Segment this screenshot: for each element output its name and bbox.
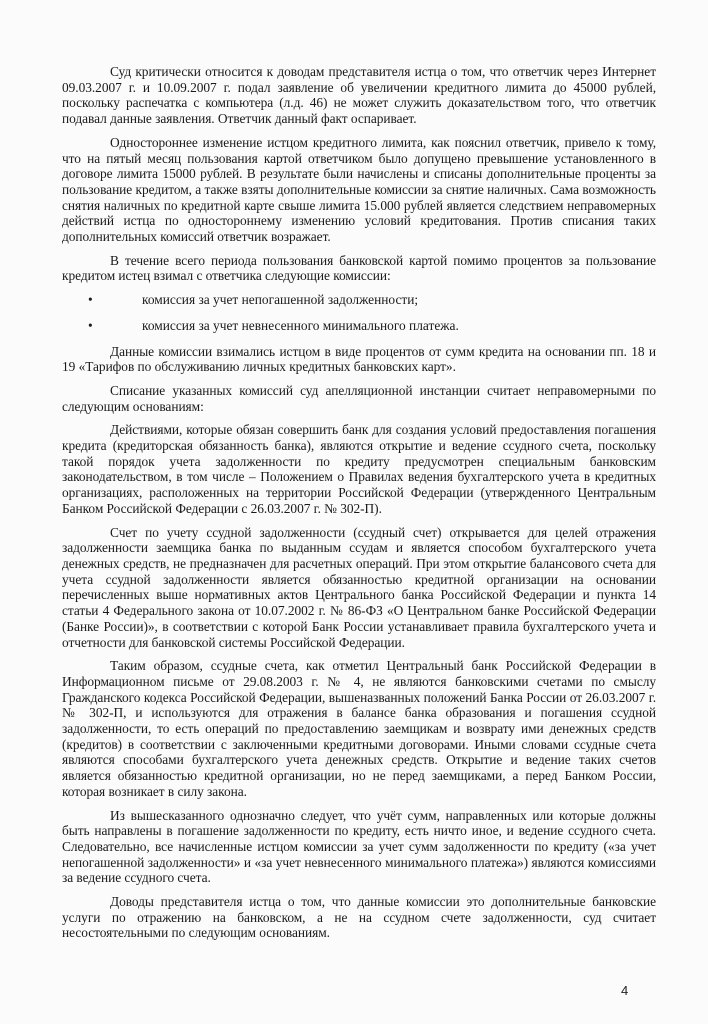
bullet-icon: •: [88, 292, 93, 308]
paragraph: Суд критически относится к доводам представителя истца о том, что ответчик через Интернет 09.03.2007 г. и 10.09.2007 г. подал заявление об увеличении кредитного лимита до 45000 рублей, поскольку распечатка с компьютера (л.д. 46) не может служить доказательством того, что ответчик подавал данные заявления. Ответчик данный факт оспаривает.: [62, 64, 656, 127]
paragraph: Действиями, которые обязан совершить банк для создания условий предоставления погашения кредита (кредиторская обязанность банка), являются открытие и ведение ссудного счета, поскольку такой порядок учета задолженности по кредиту предусмотрен специальным банковским законодательством, в том числе – Положением о Правилах ведения бухгалтерского учета в кредитных организациях, расположенных на территории Российской Федерации (утвержденного Центральным Банком Российской Федерации с 26.03.2007 г. № 302-П).: [62, 422, 656, 516]
paragraph: Счет по учету ссудной задолженности (ссудный счет) открывается для целей отражения задолженности заемщика банка по выданным ссудам и является способом бухгалтерского учета денежных средств, не предназначен для расчетных операций. При этом открытие балансового счета для учета ссудной задолженности является обязанностью кредитной организации на основании перечисленных выше нормативных актов Центрального банка Российской Федерации и пункта 14 статьи 4 Федерального закона от 10.07.2002 г. № 86-ФЗ «О Центральном банке Российской Федерации (Банке России)», в соответствии с которой Банк России устанавливает правила бухгалтерского учета и отчетности для банковской системы Российской Федерации.: [62, 524, 656, 650]
commission-list: [62, 292, 656, 333]
list-item: [62, 318, 656, 334]
list-item: [62, 292, 656, 308]
bullet-icon: •: [88, 317, 93, 333]
list-item-text: комиссия за учет невнесенного минимального платежа.: [142, 317, 459, 333]
page-number: 4: [621, 983, 629, 998]
paragraph: Доводы представителя истца о том, что данные комиссии это дополнительные банковские услуги по отражению на банковском, а не на ссудном счете задолженности, суд считает несостоятельными по следующим основаниям.: [62, 894, 656, 941]
paragraph: Таким образом, ссудные счета, как отметил Центральный банк Российской Федерации в Информационном письме от 29.08.2003 г. № 4, не являются банковскими счетами по смыслу Гражданского кодекса Российской Федерации, вышеназванных положений Банка России от 26.03.2007 г. № 302-П, и используются для отражения в балансе банка образования и погашения ссудной задолженности, то есть операций по предоставлению заемщикам и возврату ими денежных средств (кредитов) в соответствии с заключенными кредитными договорами. Иными словами ссудные счета являются способами бухгалтерского учета денежных средств. Открытие и ведение таких счетов является обязанностью кредитной организации, но не перед заемщиками, а перед Банком России, которая возникает в силу закона.: [62, 658, 656, 799]
paragraph: Из вышесказанного однозначно следует, что учёт сумм, направленных или которые должны быть направлены в погашение задолженности по кредиту, есть ничто иное, и ведение ссудного счета. Следовательно, все начисленные истцом комиссии за учет сумм задолженности по кредиту («за учет непогашенной задолженности» и «за учет невнесенного минимального платежа») являются комиссиями за ведение ссудного счета.: [62, 807, 656, 886]
paragraph: В течение всего периода пользования банковской картой помимо процентов за пользование кредитом истец взимал с ответчика следующие комиссии:: [62, 252, 656, 284]
paragraph: Данные комиссии взимались истцом в виде процентов от сумм кредита на основании пп. 18 и 19 «Тарифов по обслуживанию личных кредитных банковских карт».: [62, 343, 656, 375]
paragraph: Одностороннее изменение истцом кредитного лимита, как пояснил ответчик, привело к тому, что на пятый месяц пользования картой ответчиком было допущено превышение установленного в договоре лимита 15000 рублей. В результате были начислены и списаны дополнительные проценты за пользование кредитом, а также взяты дополнительные комиссии за снятие наличных. Сама возможность снятия наличных по кредитной карте свыше лимита 15.000 рублей является следствием неправомерных действий истца по одностороннему изменению условий кредитования. Против списания таких дополнительных комиссий ответчик возражает.: [62, 134, 656, 245]
document-page: [62, 64, 656, 949]
list-item-text: комиссия за учет непогашенной задолженности;: [142, 292, 419, 308]
paragraph: Списание указанных комиссий суд апелляционной инстанции считает неправомерными по следующим основаниям:: [62, 382, 656, 414]
